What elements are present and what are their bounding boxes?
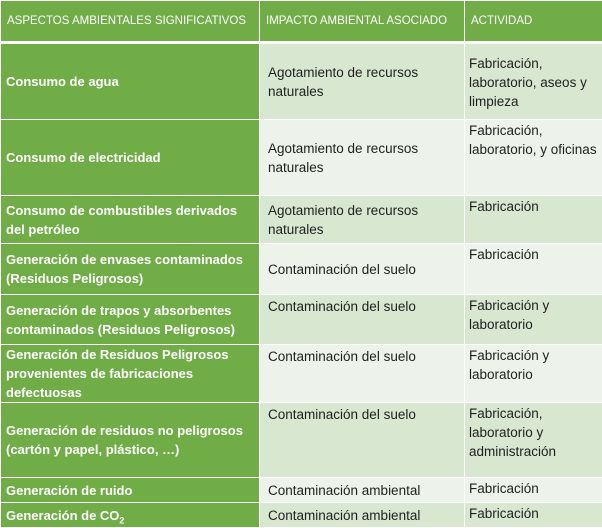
aspect-cell: Consumo de combustibles derivados del petróleo [1,196,260,244]
table-row [1,120,602,196]
activity-cell: Fabricación, laboratorio, y oficinas [465,120,602,196]
aspect-cell: Consumo de electricidad [1,120,260,196]
activity-cell: Fabricación [465,244,602,295]
impact-cell: Agotamiento de recursos naturales [260,120,465,196]
table-row [1,503,602,528]
impact-cell: Agotamiento de recursos naturales [260,196,465,244]
activity-cell: Fabricación [465,503,602,528]
aspect-cell: Consumo de agua [1,43,260,120]
activity-cell: Fabricación, laboratorio y administración [465,403,602,478]
subscript-2: 2 [119,515,124,525]
header-impact: IMPACTO AMBIENTAL ASOCIADO [260,1,465,43]
aspect-cell: Generación de ruido [1,478,260,503]
activity-cell: Fabricación y laboratorio [465,345,602,403]
table-row [1,196,602,244]
impact-cell: Contaminación ambiental [260,478,465,503]
aspect-cell [1,503,260,528]
impact-cell: Agotamiento de recursos naturales [260,43,465,120]
impact-cell: Contaminación ambiental [260,503,465,528]
table-row [1,244,602,295]
aspect-cell: Generación de residuos no peligrosos (cartón y papel, plástico, …) [1,403,260,478]
header-aspects: ASPECTOS AMBIENTALES SIGNIFICATIVOS [1,1,260,43]
activity-cell: Fabricación [465,196,602,244]
activity-cell: Fabricación, laboratorio, aseos y limpieza [465,43,602,120]
header-activity: ACTIVIDAD [465,1,602,43]
table-row [1,43,602,120]
aspect-text: Generación de CO [6,508,119,523]
header-row [1,1,602,43]
table-row [1,295,602,345]
impact-cell: Contaminación del suelo [260,295,465,345]
impact-cell: Contaminación del suelo [260,244,465,295]
table-row [1,478,602,503]
table-row [1,403,602,478]
impact-cell: Contaminación del suelo [260,403,465,478]
activity-cell: Fabricación [465,478,602,503]
table-row [1,345,602,403]
impact-cell: Contaminación del suelo [260,345,465,403]
aspect-cell: Generación de Residuos Peligrosos provenientes de fabricaciones defectuosas [1,345,260,403]
activity-cell: Fabricación y laboratorio [465,295,602,345]
aspect-cell: Generación de envases contaminados (Residuos Peligrosos) [1,244,260,295]
aspect-cell: Generación de trapos y absorbentes contaminados (Residuos Peligrosos) [1,295,260,345]
